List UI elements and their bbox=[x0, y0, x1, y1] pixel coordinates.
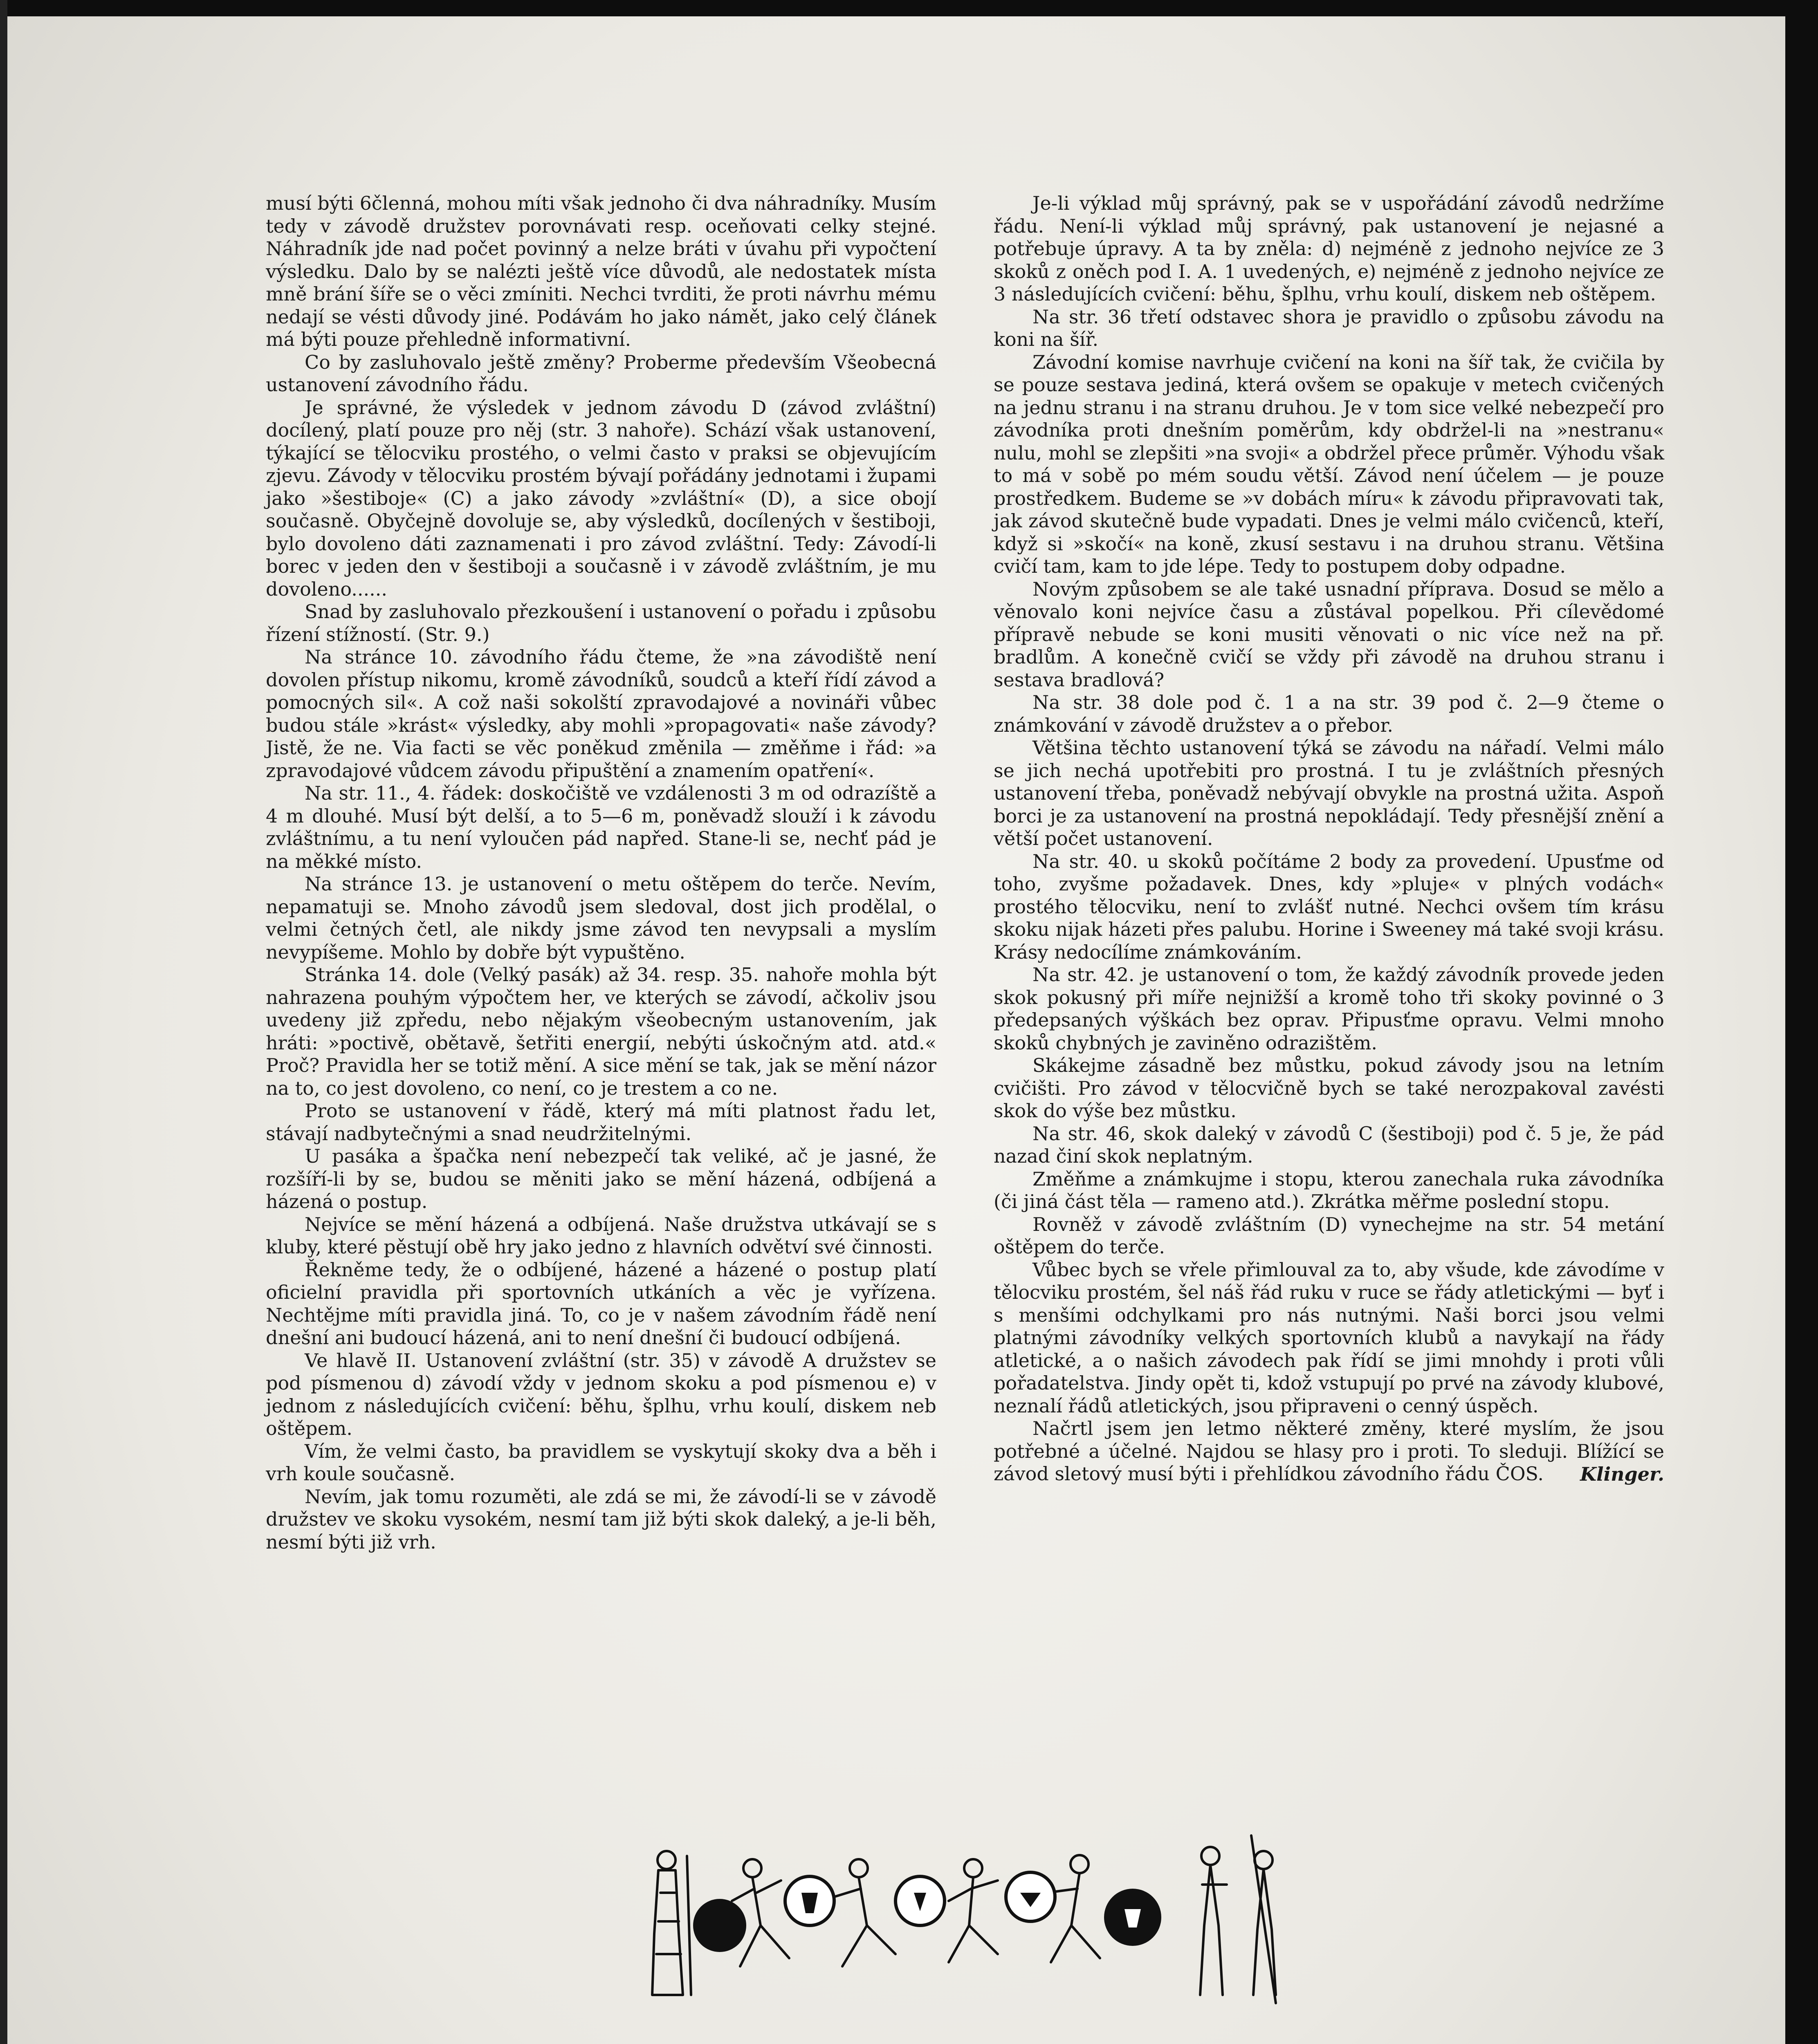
paragraph: Ve hlavě II. Ustanovení zvláštní (str. 35) v závodě A družstev se pod písmenou d) závodí vždy v jednom skoku a pod písmenou e) v jednom z následujících cvičení: běhu, šplhu, vrhu koulí, diskem neb oštěpem. bbox=[266, 1349, 936, 1439]
paragraph: Většina těchto ustanovení týká se závodu na nářadí. Velmi málo se jich nechá upotřebiti pro prostná. I tu je zvláštních přesných ustanovení třeba, poněvadž nebývají obvykle na prostná užita. Aspoň borci je za ustanovení na prostná nepokládají. Tedy přesnější znění a větší počet ustanovení. bbox=[994, 737, 1664, 849]
paragraph: Skákejme zásadně bez můstku, pokud závody jsou na letním cvičišti. Pro závod v tělocvičně bych se také nerozpakoval zavésti skok do výše bez můstku. bbox=[994, 1054, 1664, 1122]
paragraph: Vím, že velmi často, ba pravidlem se vyskytují skoky dva a běh i vrh koule současně. bbox=[266, 1440, 936, 1485]
paragraph: Načrtl jsem jen letmo některé změny, které myslím, že jsou potřebné a účelné. Najdou se hlasy pro i proti. To sleduji. Blížící se závod sletový musí býti i přehlídkou závodního řádu ČOS. bbox=[994, 1417, 1664, 1485]
paragraph: Proto se ustanovení v řádě, který má míti platnost řadu let, stávají nadbytečnými a snad neudržitelnými. bbox=[266, 1100, 936, 1145]
paragraph: Novým způsobem se ale také usnadní příprava. Dosud se mělo a věnovalo koni nejvíce času a zůstával popelkou. Při cílevědomé přípravě nebude se koni musiti věnovati o nic více než na př. bradlům. A konečně cvičí se vždy při závodě na druhou stranu i sestava bradlová? bbox=[994, 578, 1664, 691]
paragraph: Na stránce 10. závodního řádu čteme, že »na závodiště není dovolen přístup nikomu, kromě závodníků, soudců a kteří řídí závod a pomocných sil«. A což naši sokolští zpravodajové a novináři vůbec budou stále »krást« výsledky, aby mohli »propagovati« naše závody? Jistě, že ne. Via facti se věc poněkud změnila — změňme i řád: »a zpravodajové vůdcem závodu připuštění a znamením opatření«. bbox=[266, 646, 936, 782]
greek-warriors-frieze-illustration bbox=[638, 1831, 1309, 2011]
paragraph: Na stránce 13. je ustanovení o metu oštěpem do terče. Nevím, nepamatuji se. Mnoho závodů jsem sledoval, dost jich prodělal, o velmi četných četl, ale nikdy jsme závod ten nevypsali a myslím nevypíšeme. Mohlo by dobře být vypuštěno. bbox=[266, 873, 936, 963]
paragraph: U pasáka a špačka není nebezpečí tak veliké, ač je jasné, že rozšíří-li by se, budou se měniti jako se mění házená, odbíjená a házená o postup. bbox=[266, 1145, 936, 1213]
paragraph: Snad by zasluhovalo přezkoušení i ustanovení o pořadu i způsobu řízení stížností. (Str. 9.) bbox=[266, 601, 936, 645]
scan-border-right bbox=[1785, 0, 1818, 2044]
paragraph: Nejvíce se mění házená a odbíjená. Naše družstva utkávají se s kluby, které pěstují obě hry jako jedno z hlavních odvětví své činnosti. bbox=[266, 1213, 936, 1258]
scan-border-top bbox=[0, 0, 1818, 16]
paragraph: Závodní komise navrhuje cvičení na koni na šíř tak, že cvičila by se pouze sestava jediná, která ovšem se opakuje v metech cvičených na jednu stranu i na stranu druhou. Je v tom sice velké nebezpečí pro závodníka proti dnešním poměrům, kdy obdržel-li na »nestranu« nulu, mohl se zlepšiti »na svoji« a obdržel přece průměr. Výhodu však to má v sobě po mém soudu větší. Závod není účelem — je pouze prostředkem. Budeme se »v dobách míru« k závodu připravovati tak, jak závod skutečně bude vypadati. Dnes je velmi málo cvičenců, kteří, když si »skočí« na koně, zkusí sestavu i na druhou stranu. Většina cvičí tam, kam to jde lépe. Tedy to postupem doby odpadne. bbox=[994, 351, 1664, 577]
paragraph: Vůbec bych se vřele přimlouval za to, aby všude, kde závodíme v tělocviku prostém, šel náš řád ruku v ruce se řády atletickými — byť i s menšími odchylkami pro nás nutnými. Naši borci jsou velmi platnými závodníky velkých sportovních klubů a navykají na řády atletické, a o našich závodech pak řídí se jimi mnohdy i proti vůli pořadatelstva. Jindy opět ti, kdož vstupují po prvé na závody klubové, neznalí řádů atletických, jsou připraveni o cenný úspěch. bbox=[994, 1258, 1664, 1417]
paragraph: Na str. 42. je ustanovení o tom, že každý závodník provede jeden skok pokusný při míře nejnižší a kromě toho tři skoky povinné o 3 předepsaných výškách bez oprav. Připusťme opravu. Velmi mnoho skoků chybných je zaviněno odrazištěm. bbox=[994, 964, 1664, 1054]
paragraph: Změňme a známkujme i stopu, kterou zanechala ruka závodníka (či jiná část těla — rameno atd.). Zkrátka měřme poslední stopu. bbox=[994, 1168, 1664, 1213]
paragraph: Na str. 11., 4. řádek: doskočiště ve vzdálenosti 3 m od odrazíště a 4 m dlouhé. Musí být delší, a to 5—6 m, poněvadž slouží i k závodu zvláštnímu, a tu není vyloučen pád napřed. Stane-li se, nechť pád je na měkké místo. bbox=[266, 782, 936, 872]
paragraph: Na str. 38 dole pod č. 1 a na str. 39 pod č. 2—9 čteme o známkování v závodě družstev a o přebor. bbox=[994, 691, 1664, 736]
paragraph: Stránka 14. dole (Velký pasák) až 34. resp. 35. nahoře mohla být nahrazena pouhým výpočtem her, ve kterých se závodí, ačkoliv jsou uvedeny již zpředu, nebo nějakým všeobecným ustanovením, jak hráti: »poctivě, obětavě, šetřiti energií, nebýti úskočným atd. atd.« Proč? Pravidla her se totiž mění. A sice mění se tak, jak se mění názor na to, co jest dovoleno, co není, co je trestem a co ne. bbox=[266, 964, 936, 1099]
paragraph: Rovněž v závodě zvláštním (D) vynechejme na str. 54 metání oštěpem do terče. bbox=[994, 1213, 1664, 1258]
paragraph: Na str. 36 třetí odstavec shora je pravidlo o způsobu závodu na koni na šíř. bbox=[994, 305, 1664, 350]
paragraph: Je-li výklad můj správný, pak se v uspořádání závodů nedržíme řádu. Není-li výklad můj správný, pak ustanovení je nejasné a potřebuje úpravy. A ta by zněla: d) nejméně z jednoho nejvíce ze 3 skoků z oněch pod I. A. 1 uvedených, e) nejméně z jednoho nejvíce ze 3 následujících cvičení: běhu, šplhu, vrhu koulí, diskem neb oštěpem. bbox=[994, 192, 1664, 305]
scan-border-left bbox=[0, 0, 7, 2044]
right-column bbox=[994, 192, 1664, 1486]
paragraph: Řekněme tedy, že o odbíjené, házené a házené o postup platí oficielní pravidla při sportovních utkáních a věc je vyřízena. Nechtějme míti pravidla jiná. To, co je v našem závodním řádě není dnešní ani budoucí házená, ani to není dnešní či budoucí odbíjená. bbox=[266, 1258, 936, 1349]
paragraph: Nevím, jak tomu rozuměti, ale zdá se mi, že závodí-li se v závodě družstev ve skoku vysokém, nesmí tam již býti skok daleký, a je-li běh, nesmí býti již vrh. bbox=[266, 1485, 936, 1553]
paragraph: Co by zasluhovalo ještě změny? Proberme především Všeobecná ustanovení závodního řádu. bbox=[266, 351, 936, 396]
left-column bbox=[266, 192, 936, 1553]
author-signature: Klinger. bbox=[1580, 1463, 1664, 1485]
paragraph: musí býti 6členná, mohou míti však jednoho či dva náhradníky. Musím tedy v závodě družstev porovnávati resp. oceňovati celky stejné. Náhradník jde nad počet povinný a nelze bráti v úvahu při vypočtení výsledku. Dalo by se nalézti ještě více důvodů, ale nedostatek místa mně brání šíře se o věci zmíniti. Nechci tvrditi, že proti návrhu mému nedají se vésti důvody jiné. Podávám ho jako námět, jako celý článek má býti pouze přehledně informativní. bbox=[266, 192, 936, 350]
paragraph: Na str. 46, skok daleký v závodů C (šestiboji) pod č. 5 je, že pád nazad činí skok neplatným. bbox=[994, 1122, 1664, 1167]
paragraph: Je správné, že výsledek v jednom závodu D (závod zvláštní) docílený, platí pouze pro něj (str. 3 nahoře). Schází však ustanovení, týkající se tělocviku prostého, o velmi často v praksi se objevujícím zjevu. Závody v tělocviku prostém bývají pořádány jednotami i župami jako »šestiboje« (C) a jako závody »zvláštní« (D), a sice obojí současně. Obyčejně dovoluje se, aby výsledků, docílených v šestiboji, bylo dovoleno dáti zaznamenati i pro závod zvláštní. Tedy: Závodí-li borec v jeden den v šestiboji a současně i v závodě zvláštním, je mu dovoleno...... bbox=[266, 396, 936, 600]
paragraph: Na str. 40. u skoků počítáme 2 body za provedení. Upusťme od toho, zvyšme požadavek. Dnes, kdy »pluje« v plných vodách« prostého tělocviku, není to zvlášť nutné. Nechci ovšem tím krásu skoku nijak házeti přes palubu. Horine i Sweeney má také svoji krásu. Krásy nedocílíme známkováním. bbox=[994, 850, 1664, 963]
